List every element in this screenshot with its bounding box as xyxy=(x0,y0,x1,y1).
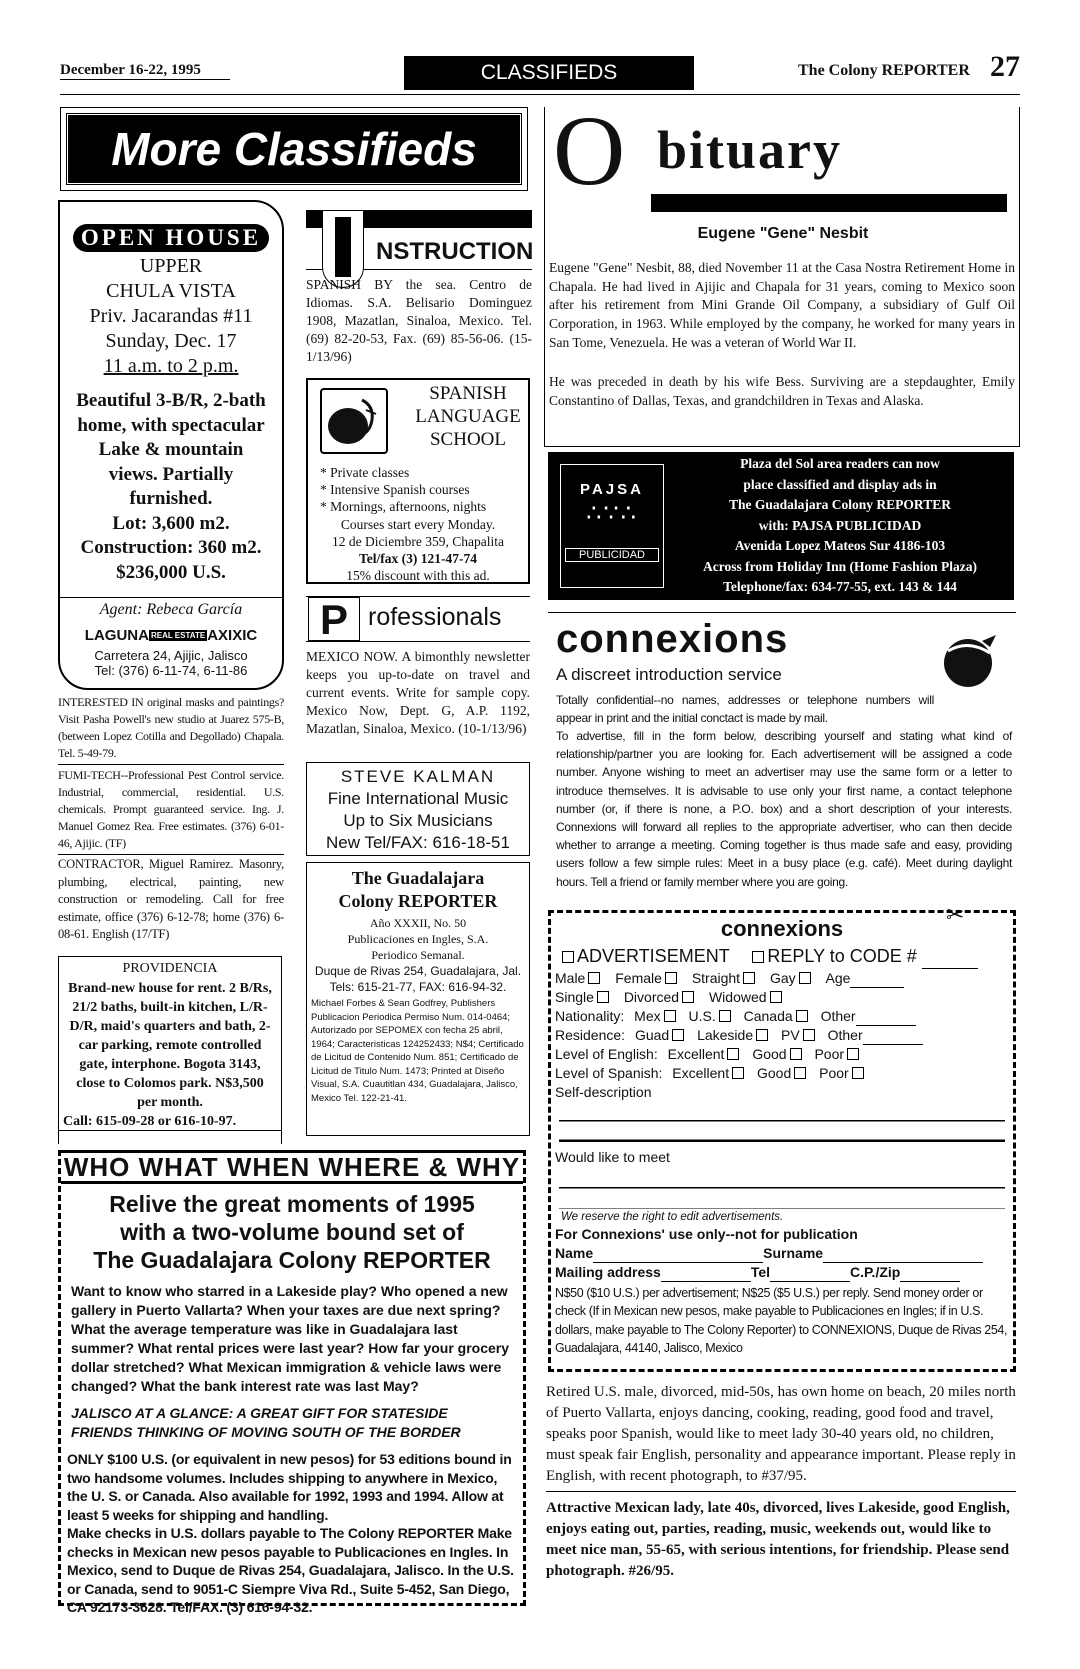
obituary-dropcap: O xyxy=(553,95,626,206)
straight-checkbox[interactable] xyxy=(743,972,755,984)
form-price: N$50 ($10 U.S.) per advertisement; N$25 ($5 U.S.) per reply. Send money order or check (If in Mexican new pesos, make payable to Publicaciones en Ingles; if in U.S. dollars, make payable to The Colony Reporter) to CONNEXIONS, Duque de Rivas 254, Guadalajara, 44140, Jalisco, Mexico xyxy=(555,1286,1008,1356)
providencia-ad xyxy=(58,956,282,1144)
mailing-label: Mailing address xyxy=(555,1264,661,1280)
more-classifieds-frame xyxy=(60,107,528,191)
open-house-badge: OPEN HOUSE xyxy=(73,224,269,252)
header-rule xyxy=(60,94,1020,95)
open-house-ad xyxy=(58,200,284,690)
pajsa-ad xyxy=(548,452,1014,600)
school-line: 12 de Diciembre 359, Chapalita xyxy=(331,534,505,549)
cp-label: C.P./Zip xyxy=(850,1264,901,1280)
masthead-title: The Guadalajara xyxy=(351,868,485,888)
form-option: Excellent xyxy=(672,1065,730,1081)
advertisement-checkbox[interactable] xyxy=(562,951,574,963)
school-bullet: * Intensive Spanish courses xyxy=(320,482,470,497)
name-label: Name xyxy=(555,1245,594,1261)
pajsa-line: place classified and display ads in xyxy=(743,476,937,492)
single-checkbox[interactable] xyxy=(597,991,609,1003)
personal-ad: Attractive Mexican lady, late 40s, divorced, lives Lakeside, good English, enjoys eating out, parties, reading, music, weekends out, would like to meet nice man, 55-65, with serious intentions, for friendship. Please send photograph. #26/95. xyxy=(546,1500,1010,1579)
pajsa-line: with: PAJSA PUBLICIDAD xyxy=(758,517,922,533)
masthead-tels: Tels: 615-21-77, FAX: 616-94-32. xyxy=(329,980,507,994)
head-icon xyxy=(322,390,386,452)
mailing-field[interactable] xyxy=(661,1281,751,1282)
school-title: SCHOOL xyxy=(429,429,506,450)
us-checkbox[interactable] xyxy=(719,1010,731,1022)
guad-checkbox[interactable] xyxy=(672,1029,684,1041)
spanish-school-ad xyxy=(306,378,530,584)
professionals-body: MEXICO NOW. A bimonthly newsletter keeps you up-to-date on travel and current events. Write for sample copy. Mexico Now, Dept. G, A.P. 1192, Mazatlan, Sinaloa, Mexico. (10-1/13/96) xyxy=(306,649,530,736)
form-option: Lakeside xyxy=(697,1027,754,1043)
header-date: December 16-22, 1995 xyxy=(60,62,230,80)
form-option: Other xyxy=(820,1008,856,1024)
header-paper: The Colony REPORTER xyxy=(798,62,970,79)
open-house-detail: views. Partially xyxy=(108,463,234,485)
pajsa-line: Avenida Lopez Mateos Sur 4186-103 xyxy=(734,538,946,553)
providencia-call: Call: 615-09-28 or 616-10-97. xyxy=(59,1114,281,1131)
laguna-tel: Tel: (376) 6-11-74, 6-11-86 xyxy=(94,663,248,678)
self-description-label: Self-description xyxy=(555,1084,652,1100)
use-only-label: For Connexions' use only--not for publication xyxy=(555,1226,858,1242)
english-poor-checkbox[interactable] xyxy=(847,1048,859,1060)
obituary-name: Eugene "Gene" Nesbit xyxy=(697,225,869,242)
school-title: SPANISH xyxy=(429,383,507,404)
obituary-body: Eugene "Gene" Nesbit, 88, died November 11 at the Casa Nostra Retirement Home in Chapala. He had lived in Ajijic and Chapala for 31 years, coming to Mexico soon after his retirement from Mini Grande Oil Company, a subsidiary of Gulf Oil Corporation, in 1963. While employed by the company, he worked for many years in San Tome, Venezuela. He was a veteran of World War II. xyxy=(549,260,1015,350)
surname-label: Surname xyxy=(763,1245,824,1261)
kalman-line: Fine International Music xyxy=(327,789,509,808)
open-house-line: Priv. Jacarandas #11 xyxy=(89,305,253,327)
male-checkbox[interactable] xyxy=(588,972,600,984)
open-house-line: UPPER xyxy=(139,255,203,277)
tel-field[interactable] xyxy=(770,1281,850,1282)
open-house-detail: furnished. xyxy=(129,488,213,509)
lakeside-checkbox[interactable] xyxy=(756,1029,768,1041)
pajsa-line: Plaza del Sol area readers can now xyxy=(740,456,940,471)
professionals-header xyxy=(306,596,530,642)
form-option: Poor xyxy=(814,1046,845,1062)
pajsa-line: The Guadalajara Colony REPORTER xyxy=(729,497,951,512)
pv-checkbox[interactable] xyxy=(803,1029,815,1041)
residence-other-field[interactable] xyxy=(863,1044,923,1045)
open-house-line: 11 a.m. to 2 p.m. xyxy=(103,355,239,377)
form-option: Other xyxy=(827,1027,863,1043)
english-good-checkbox[interactable] xyxy=(790,1048,802,1060)
professionals-letter: P xyxy=(308,597,360,641)
www-headline: with a two-volume bound set of xyxy=(120,1219,464,1245)
kalman-name: STEVE KALMAN xyxy=(340,767,496,786)
providencia-body: Brand-new house for rent. 2 B/Rs, 21/2 baths, built-in kitchen, L/R-D/R, maid's quarters and bath, 2-car parking, remote controlled gate, interphone. Bogota 3143, close to Colomos park. N$3,500 per month. xyxy=(68,981,272,1110)
www-gift: JALISCO AT A GLANCE: A GREAT GIFT FOR STATESIDE FRIENDS THINKING OF MOVING SOUTH OF THE BORDER xyxy=(71,1405,461,1440)
masthead-box xyxy=(306,862,530,1136)
www-headline: Relive the great moments of 1995 xyxy=(109,1191,475,1217)
reply-label: REPLY to CODE # xyxy=(767,946,917,966)
form-option: PV xyxy=(781,1027,800,1043)
laguna-logo: LAGUNA REAL ESTATE AXIXIC xyxy=(84,627,258,644)
page-number: 27 xyxy=(990,50,1020,83)
section-banner: CLASSIFIEDS xyxy=(404,56,694,90)
personal-ad: Retired U.S. male, divorced, mid-50s, has own home on beach, 20 miles north of Puerto Vallarta, enjoys dancing, cooking, reading, good food and travel, speaks poor Spanish, would like to meet lady 30-40 years old, no children, must speak fair English, personality and appearance important. Please reply in English, with recent photograph, to #37/95. xyxy=(546,1382,1016,1492)
school-logo xyxy=(320,388,388,454)
form-option: U.S. xyxy=(688,1008,716,1024)
school-tel: Tel/fax (3) 121-47-74 xyxy=(359,551,477,566)
connexions-tagline: A discreet introduction service xyxy=(556,665,782,684)
form-option: Canada xyxy=(743,1008,793,1024)
obituary-body: He was preceded in death by his wife Bess. Surviving are a stepdaughter, Emily Constantino of Dallas, Texas, and grandchildren in Texas and Alaska. xyxy=(549,374,1015,408)
connexions-body: To advertise, fill in the form below, describing yourself and stating what kind of relationship/partner you are looking for. Each advertisement will be assigned a code number. Anyone wishing to meet an advertiser may use the same form or a letter to introduce themselves. It is advisable to use only your first name, a contact telephone number (or, if there is none, a P.O. box) and a short description of your interests. Connexions will forward all replies to the appropriate advertiser, who can then decide whether to arrange a meeting. Coming together is thus made safe and easy, providing users follow a few simple rules: Meet in a busy place (e.g. café). Meet during daylight hours. Tell a friend or family member where you are going. xyxy=(556,729,1012,889)
canada-checkbox[interactable] xyxy=(796,1010,808,1022)
pajsa-line: Across from Holiday Inn (Home Fashion Plaza) xyxy=(702,558,977,574)
spanish-poor-checkbox[interactable] xyxy=(852,1067,864,1079)
open-house-detail: $236,000 U.S. xyxy=(116,561,226,583)
classified-ad: CONTRACTOR, Miguel Ramirez. Masonry, plumbing, electrical, painting, new construction or remodeling. Call for free estimate, office (376) 6-12-78; home (376) 6-08-61. English (17/TF) xyxy=(58,857,284,941)
open-house-line: Sunday, Dec. 17 xyxy=(105,330,237,352)
female-checkbox[interactable] xyxy=(665,972,677,984)
school-bullet: * Mornings, afternoons, nights xyxy=(320,499,487,514)
form-logo: connexions xyxy=(720,916,844,941)
providencia-title: PROVIDENCIA xyxy=(122,961,218,976)
connexions-body: Totally confidential--no names, addresses or telephone numbers will appear in print and the initial conctact is made by mail. xyxy=(556,693,934,725)
connexions-logo: connexions xyxy=(556,617,789,661)
www-headline: The Guadalajara Colony REPORTER xyxy=(93,1247,491,1273)
kalman-line: Up to Six Musicians xyxy=(343,811,493,830)
form-label: Residence: xyxy=(555,1027,626,1043)
instruction-header xyxy=(306,210,532,270)
www-questions: Want to know who starred in a Lakeside play? Who opened a new gallery in Puerto Vallarta? When your taxes are due next spring? What the average temperature was like in Guadalajara last summer? What rental prices were last year? How far your grocery dollar stretched? What Mexican immigration & vehicle laws were changed? What the bank interest rate was last May? xyxy=(71,1283,510,1394)
form-option: Good xyxy=(757,1065,792,1081)
form-option: Mex xyxy=(634,1008,661,1024)
www-title: WHO WHAT WHEN WHERE & WHY xyxy=(61,1150,523,1184)
laguna-address: Carretera 24, Ajijic, Jalisco xyxy=(94,648,248,663)
pajsa-line: Telephone/fax: 634-77-55, ext. 143 & 144 xyxy=(723,579,957,594)
self-description-field[interactable] xyxy=(559,1102,1005,1142)
open-house-detail: Lot: 3,600 m2. xyxy=(112,512,230,534)
form-option: Male xyxy=(555,970,586,986)
open-house-detail: Construction: 360 m2. xyxy=(80,537,262,558)
form-option: Excellent xyxy=(667,1046,725,1062)
form-label: Level of Spanish: xyxy=(555,1065,663,1081)
www-ad xyxy=(58,1150,526,1615)
school-line: Courses start every Monday. xyxy=(340,517,496,532)
gay-checkbox[interactable] xyxy=(799,972,811,984)
kalman-line: New Tel/FAX: 616-18-51 xyxy=(326,833,510,852)
spanish-excellent-checkbox[interactable] xyxy=(732,1067,744,1079)
connexions-info xyxy=(548,612,1016,904)
form-label: Nationality: xyxy=(555,1008,625,1024)
form-option: Female xyxy=(615,970,662,986)
pajsa-logo: PAJSA ∴∵∴ PUBLICIDAD xyxy=(560,464,664,588)
open-house-detail: Beautiful 3-B/R, 2-bath xyxy=(76,390,266,411)
widowed-checkbox[interactable] xyxy=(770,991,782,1003)
divorced-checkbox[interactable] xyxy=(682,991,694,1003)
form-option: Widowed xyxy=(708,989,767,1005)
kalman-ad xyxy=(306,762,530,856)
would-like-label: Would like to meet xyxy=(555,1149,670,1165)
obituary xyxy=(544,95,1020,447)
school-title: LANGUAGE xyxy=(415,406,521,427)
instruction-body: SPANISH BY the sea. Centro de Idiomas. S.A. Belisario Dominguez 1908, Mazatlan, Sinaloa, Mexico. Tel. (69) 82-20-53, Fax. (69) 85-56-06. (15-1/13/96) xyxy=(306,277,532,364)
spanish-good-checkbox[interactable] xyxy=(794,1067,806,1079)
open-house-detail: Lake & mountain xyxy=(98,439,244,460)
form-option: Single xyxy=(555,989,594,1005)
advertisement-label: ADVERTISEMENT xyxy=(577,946,730,966)
masthead-line: Periodico Semanal. xyxy=(371,948,465,962)
school-discount: 15% discount with this ad. xyxy=(346,568,490,583)
reply-checkbox[interactable] xyxy=(752,951,764,963)
instruction-title: NSTRUCTION xyxy=(376,238,534,265)
www-offer: ONLY $100 U.S. (or equivalent in new pesos) for 53 editions bound in two handsome volumes. Includes shipping to anywhere in Mexico, the U. S. or Canada. Also available for 1992, 1993 and 1994. Allow at least 5 weeks for shipping and handling. xyxy=(67,1451,512,1523)
form-label: Level of English: xyxy=(555,1046,658,1062)
globe-icon xyxy=(938,631,1002,698)
professionals-title: rofessionals xyxy=(368,603,502,631)
code-field[interactable] xyxy=(922,968,978,969)
open-house-detail: home, with spectacular xyxy=(77,414,265,436)
open-house-line: CHULA VISTA xyxy=(106,280,236,302)
classified-ad: FUMI-TECH--Professional Pest Control service. Industrial, commercial, residential. U.S. chemicals. Prompt guaranteed service. Ing. J. Manuel Gomez Rea. Free estimates. (376) 6-01-46, Ajijic. (TF) xyxy=(58,767,284,855)
english-excellent-checkbox[interactable] xyxy=(727,1048,739,1060)
reserve-note: We reserve the right to edit advertisements. xyxy=(561,1211,784,1223)
masthead-line: Año XXXII, No. 50 xyxy=(369,916,467,930)
form-option: Guad xyxy=(634,1027,670,1043)
form-option: Divorced xyxy=(623,989,680,1005)
school-bullet: * Private classes xyxy=(320,465,410,480)
masthead-address: Duque de Rivas 254, Guadalajara, Jal. xyxy=(314,964,522,978)
form-option: Gay xyxy=(769,970,796,986)
form-option: Poor xyxy=(819,1065,849,1081)
classified-ad: INTERESTED IN original masks and paintings? Visit Pasha Powell's new studio at Juarez 575-B, (between Lopez Cotilla and Degollado) Chapala. Tel. 5-49-79. xyxy=(58,694,284,765)
connexions-form xyxy=(548,910,1016,1372)
masthead-line: Publicaciones en Ingles, S.A. xyxy=(347,932,489,946)
masthead-title: Colony REPORTER xyxy=(338,891,498,911)
form-option: Straight xyxy=(691,970,741,986)
obituary-rule xyxy=(651,194,1007,212)
masthead-fine-print: Michael Forbes & Sean Godfrey, Publishers Publicacion Periodica Permiso Num. 014-0464; Autorizado por SEPOMEX con fecha 25 abril, 1964; Caracteristicas 124252433; N$4; Certificado de Licitud de Contenido Num. 851; Certificado de Licitud de Titulo Num. 1473; Printed at Diseño Visual, S.A. Cuautitlan 434, Guadalajara, Jalisco, Mexico Tel. 122-21-41. xyxy=(311,998,524,1104)
would-like-field[interactable] xyxy=(559,1167,1005,1209)
tel-label: Tel xyxy=(750,1264,771,1280)
open-house-agent: Agent: Rebeca García xyxy=(60,597,282,619)
form-option: Good xyxy=(752,1046,787,1062)
cp-field[interactable] xyxy=(900,1281,960,1282)
www-pay: Make checks in U.S. dollars payable to The Colony REPORTER Make checks in Mexican new pesos payable to Publicaciones en Ingles. In Mexico, send to Duque de Rivas 254, Guadalajara, Jalisco. In the U.S. or Canada, send to 9051-C Siempre Viva Rd., Suite 5-452, San Diego, CA 92173-3628. Tel/FAX. (3) 616-94-32. xyxy=(67,1525,514,1615)
more-classifieds-title: More Classifieds xyxy=(67,114,521,184)
scissors-icon: ✂ xyxy=(946,902,965,927)
obituary-title: bituary xyxy=(657,120,843,180)
mex-checkbox[interactable] xyxy=(664,1010,676,1022)
age-field[interactable] xyxy=(850,987,904,988)
form-option: Age xyxy=(825,970,851,986)
